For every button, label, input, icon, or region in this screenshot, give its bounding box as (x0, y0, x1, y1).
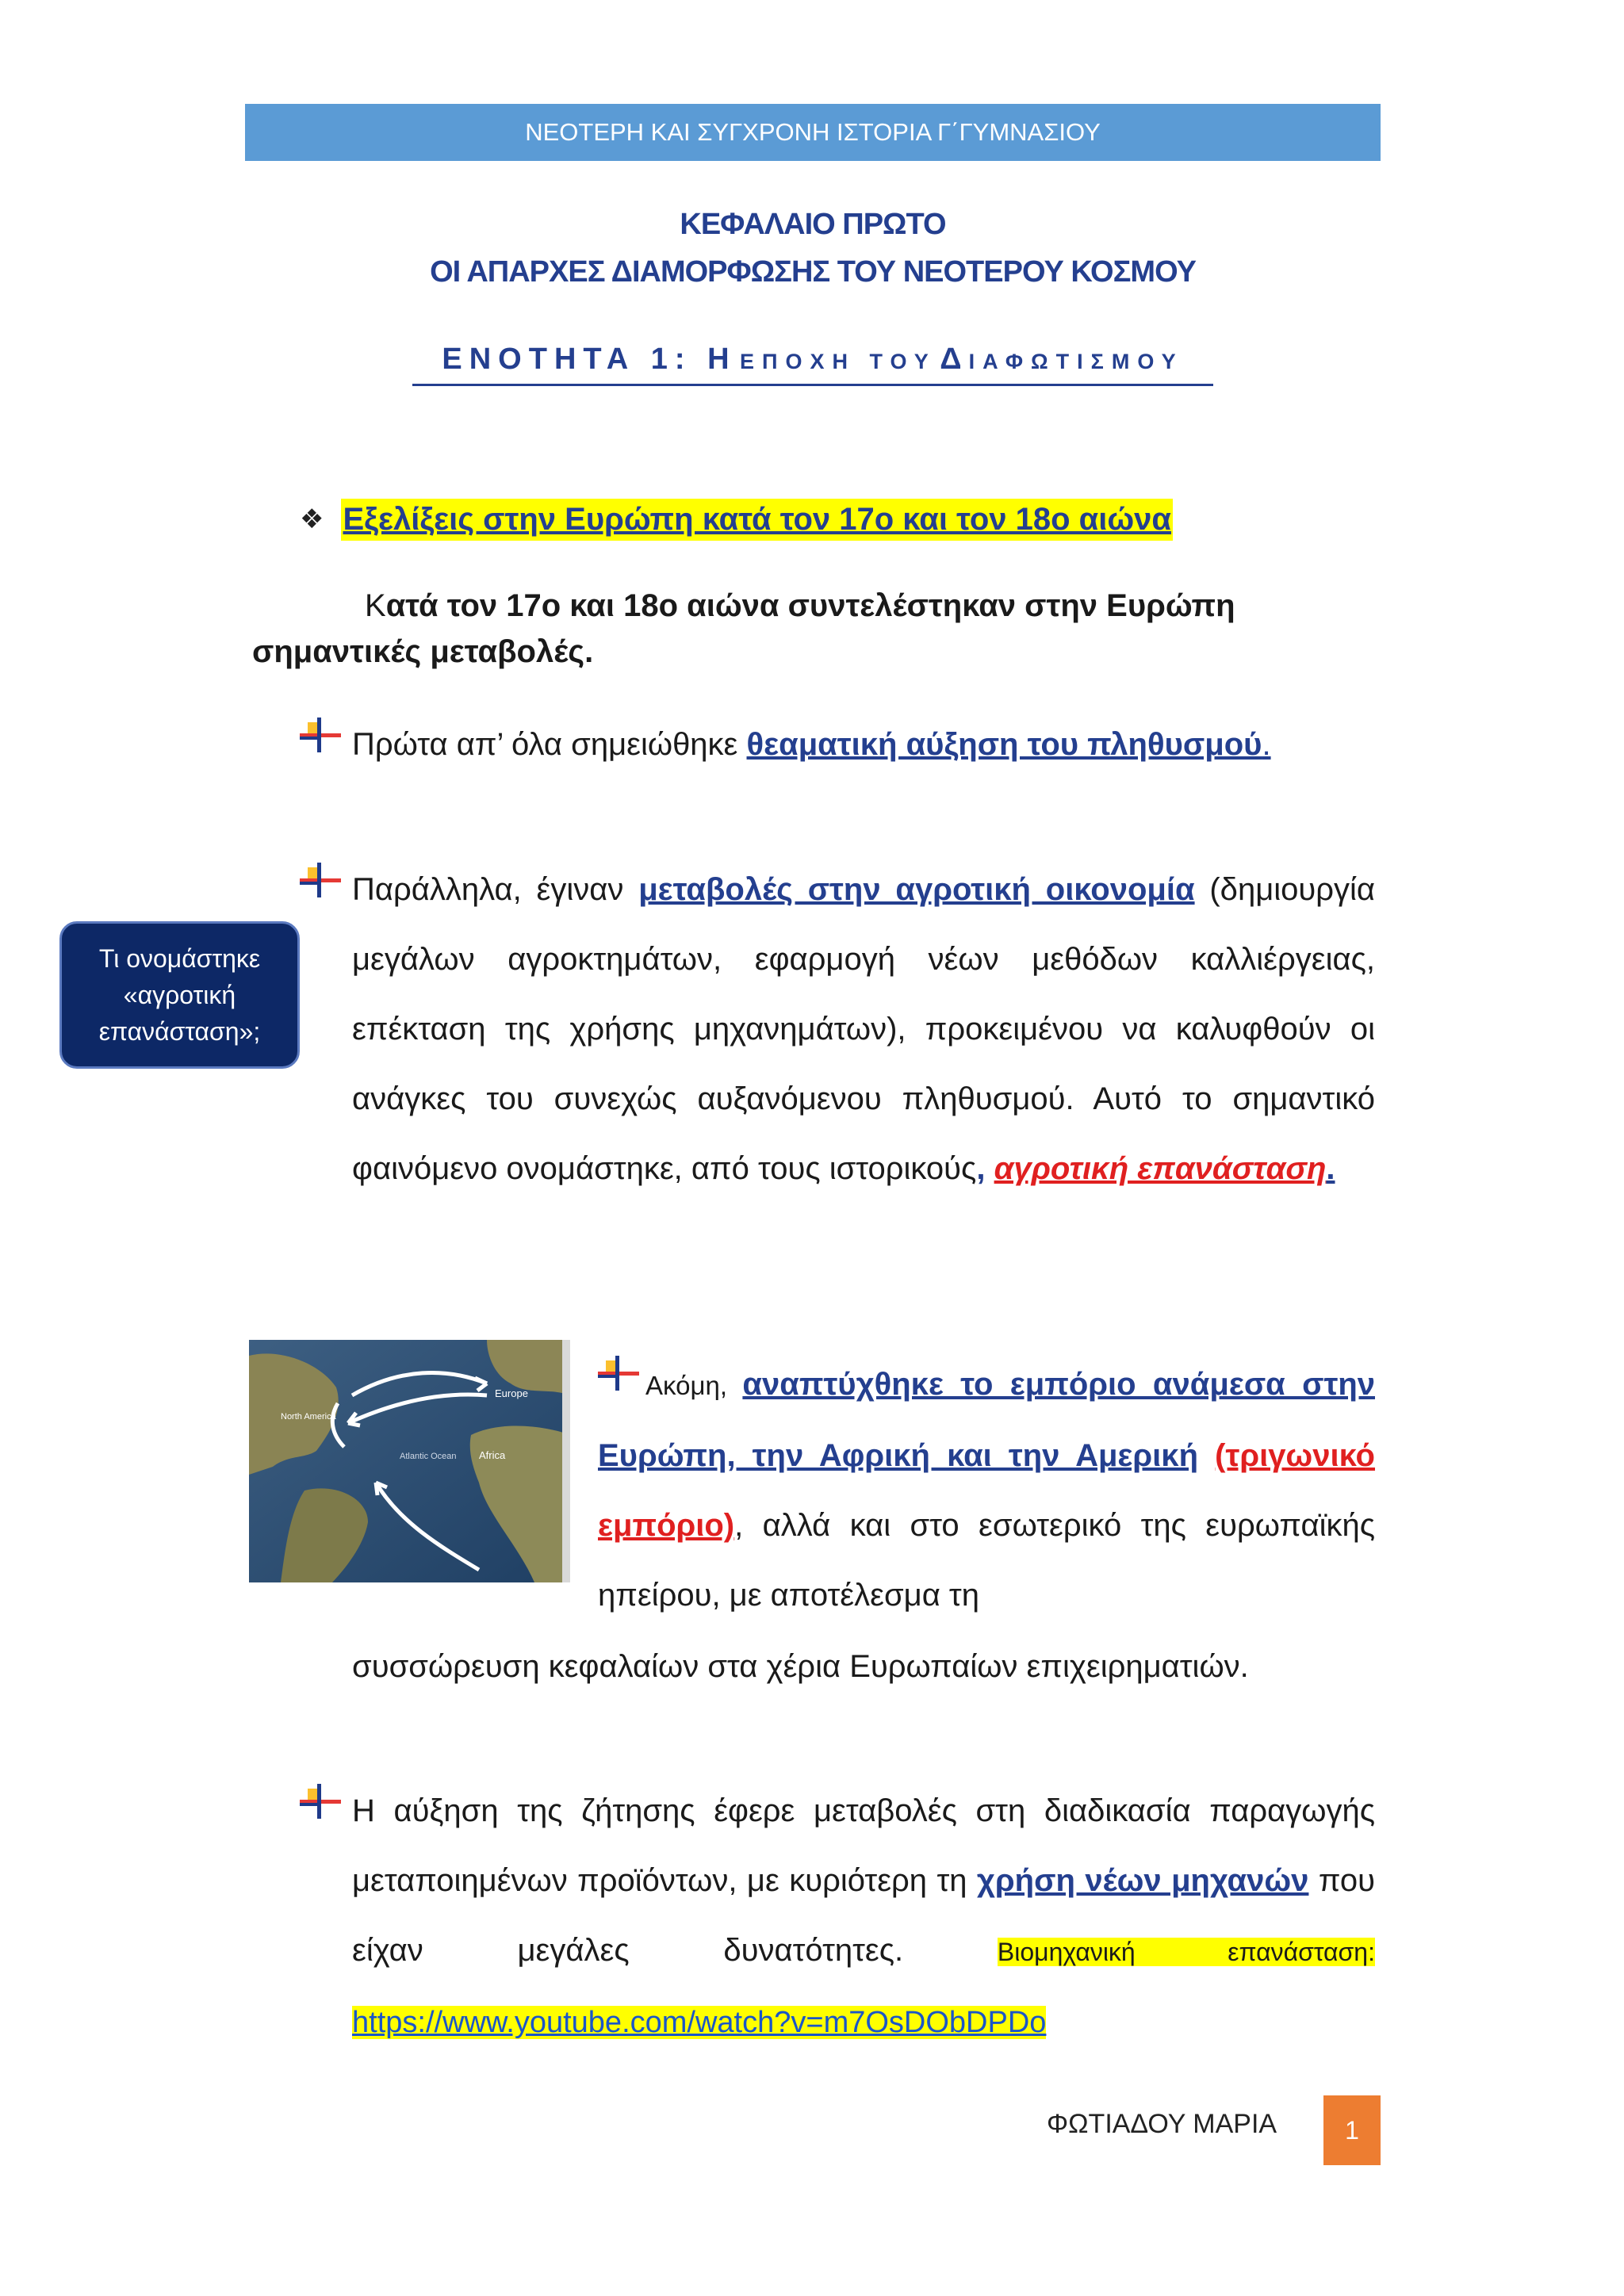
map-label-north-america: North America (281, 1412, 336, 1422)
bullet1-paragraph (352, 710, 1383, 779)
footer-author: ΦΩΤΙΑΔΟΥ ΜΑΡΙΑ (1047, 2109, 1277, 2139)
chapter-subtitle: ΟΙ ΑΠΑΡΧΕΣ ΔΙΑΜΟΡΦΩΣΗΣ ΤΟΥ ΝΕΟΤΕΡΟΥ ΚΟΣΜΟΥ (430, 255, 1196, 289)
bullet3-paragraph (598, 1349, 1375, 1630)
bullet4-rest: που είχαν μεγάλες δυνατότητες. (352, 1863, 1376, 1968)
question-callout (59, 921, 300, 1069)
new-machines-emphasis: χρήση νέων μηχανών (976, 1863, 1309, 1898)
intro-paragraph (252, 583, 1378, 675)
intro-text: ατά τον 17ο και 18ο αιώνα συντελέστηκαν στην Ευρώπη σημαντικές μεταβολές. (252, 588, 1235, 669)
bullet3-rest-part1: , αλλά και στο εσωτερικό της ευρωπαϊκής ηπείρου, με αποτέλεσμα τη (598, 1508, 1375, 1613)
section-heading (300, 495, 1173, 544)
unit-underline (412, 384, 1213, 386)
bullet1-end: . (1262, 727, 1271, 762)
bullet2-rest: (δημιουργία μεγάλων αγροκτημάτων, εφαρμογή νέων μεθόδων καλλιέργειας, επέκταση της χρήσης μηχανημάτων), προκειμένου να καλυφθούν οι ανάγκες του συνεχώς αυξανόμενου πληθυσμού. Αυτό το σημαντικό φαινόμενο ονομάστηκε, από τους ιστορικούς (352, 872, 1376, 1186)
triangular-trade-term: (τριγωνικό εμπόριο) (598, 1438, 1375, 1543)
unit-title-sub: ΕΠΟΧΗ ΤΟΥ (740, 350, 936, 373)
unit-title-main: ΕΝΟΤΗΤΑ 1: Η (442, 342, 737, 376)
bullet1-text: Πρώτα απ’ όλα σημειώθηκε (352, 727, 747, 762)
diamond-bullet-icon: ❖ (300, 504, 324, 534)
bullet4-paragraph (352, 1776, 1375, 2057)
callout-text: Τι ονομάστηκε «αγροτική επανάσταση»; (98, 944, 261, 1046)
intro-first-letter: Κ (365, 588, 386, 623)
flag-bullet-icon (300, 718, 341, 752)
bullet3-rest-part2: συσσώρευση κεφαλαίων στα χέρια Ευρωπαίων επιχειρηματιών. (352, 1649, 1249, 1684)
page-number: 1 (1323, 2095, 1381, 2165)
bullet1-emphasis: θεαματική αύξηση του πληθυσμού (746, 727, 1262, 762)
unit-title-main2: Δ (940, 342, 969, 376)
section-heading-text: Εξελίξεις στην Ευρώπη κατά τον 17ο και τον 18ο αιώνα (341, 499, 1173, 541)
header-title: ΝΕΟΤΕΡΗ ΚΑΙ ΣΥΓΧΡΟΝΗ ΙΣΤΟΡΙΑ Γ΄ΓΥΜΝΑΣΙΟΥ (525, 118, 1101, 146)
map-label-ocean: Atlantic Ocean (400, 1452, 457, 1461)
document-header (245, 104, 1381, 161)
trade-emphasis: αναπτύχθηκε το εμπόριο ανάμεσα στην Ευρώπη, την Αφρική και την Αμερική (598, 1367, 1375, 1473)
bullet3-continuation (352, 1632, 1375, 1701)
unit-title-sub2: ΙΑΦΩΤΙΣΜΟΥ (968, 350, 1184, 373)
video-link[interactable]: https://www.youtube.com/watch?v=m7OsDObDPDo (352, 2006, 1047, 2039)
flag-bullet-icon (300, 1784, 341, 1819)
bullet2-end: . (1326, 1151, 1335, 1186)
bullet2-paragraph (352, 855, 1375, 1203)
video-label: Βιομηχανική επανάσταση: (997, 1938, 1375, 1966)
chapter-title: ΚΕΦΑΛΑΙΟ ΠΡΩΤΟ (680, 208, 946, 241)
map-label-africa: Africa (479, 1449, 506, 1461)
triangular-trade-map (249, 1340, 570, 1582)
bullet2-emphasis: μεταβολές στην αγροτική οικονομία (638, 872, 1195, 907)
bullet2-text: Παράλληλα, έγιναν (352, 872, 639, 907)
agricultural-revolution-term: αγροτική επανάσταση (994, 1151, 1327, 1186)
map-label-europe: Europe (495, 1387, 528, 1399)
unit-title (245, 342, 1381, 377)
bullet2-comma: , (976, 1151, 986, 1186)
flag-bullet-icon (300, 863, 341, 897)
bullet4-text: Η αύξηση της ζήτησης έφερε μεταβολές στη διαδικασία παραγωγής μεταποιημένων προϊόντων, με κυριότερη τη (352, 1793, 1375, 1898)
bullet3-lead: Ακόμη, (645, 1371, 743, 1400)
